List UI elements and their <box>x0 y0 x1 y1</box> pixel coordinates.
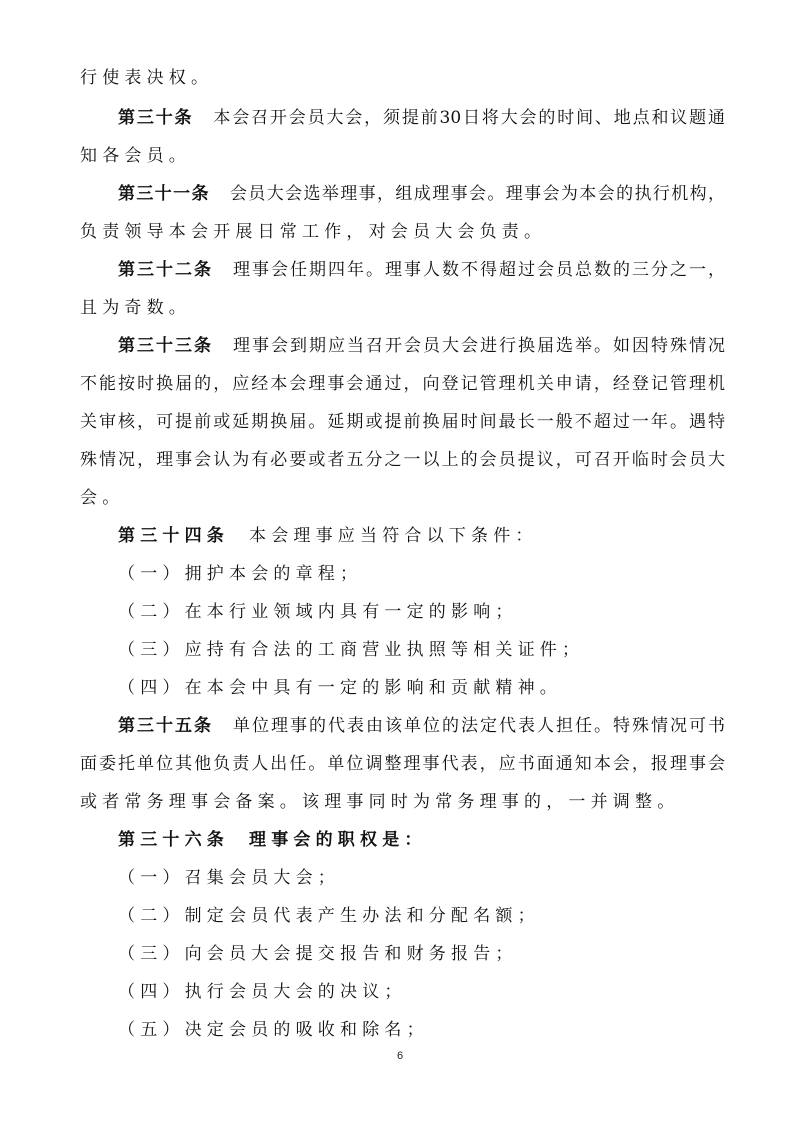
article-text: 本会召开会员大会，须提前30日将大会的时间、地点和议题通 <box>213 108 725 128</box>
article-text-line: 关审核，可提前或延期换届。延期或提前换届时间最长一般不超过一年。遇特 <box>80 412 725 432</box>
list-item: （四）在本会中具有一定的影响和贡献精神。 <box>118 678 562 698</box>
article-31 <box>118 182 725 206</box>
article-text-line: 殊情况，理事会认为有必要或者五分之一以上的会员提议，可召开临时会员大 <box>80 450 725 470</box>
article-text-line: 不能按时换届的，应经本会理事会通过，向登记管理机关申请，经登记管理机 <box>80 374 725 394</box>
article-text-line: 知各会员。 <box>80 146 191 166</box>
article-34 <box>118 524 538 548</box>
article-32 <box>118 258 725 282</box>
article-text: 理事会的职权是： <box>249 830 427 850</box>
article-text: 理事会任期四年。理事人数不得超过会员总数的三分之一， <box>233 260 725 280</box>
article-label: 第三十五条 <box>118 716 213 736</box>
article-label: 第三十四条 <box>118 526 229 546</box>
continuation-text: 行使表决权。 <box>80 68 214 88</box>
list-item: （一）召集会员大会； <box>118 868 340 888</box>
article-text: 单位理事的代表由该单位的法定代表人担任。特殊情况可书 <box>233 716 725 736</box>
article-33 <box>118 334 725 358</box>
article-text-line: 负责领导本会开展日常工作，对会员大会负责。 <box>80 222 547 242</box>
article-35 <box>118 714 725 738</box>
list-item: （二）制定会员代表产生办法和分配名额； <box>118 906 540 926</box>
article-text: 本会理事应当符合以下条件： <box>249 526 538 546</box>
article-label: 第三十一条 <box>118 184 210 204</box>
article-label: 第三十三条 <box>118 336 213 356</box>
article-text-line: 且为奇数。 <box>80 298 191 318</box>
list-item: （五）决定会员的吸收和除名； <box>118 1020 429 1040</box>
article-label: 第三十六条 <box>118 830 229 850</box>
list-item: （二）在本行业领域内具有一定的影响； <box>118 602 518 622</box>
article-30 <box>118 106 725 130</box>
list-item: （四）执行会员大会的决议； <box>118 982 407 1002</box>
list-item: （三）应持有合法的工商营业执照等相关证件； <box>118 640 585 660</box>
article-label: 第三十条 <box>118 108 194 128</box>
page-number: 6 <box>396 1050 404 1062</box>
article-label: 第三十二条 <box>118 260 213 280</box>
article-text: 理事会到期应当召开会员大会进行换届选举。如因特殊情况 <box>233 336 725 356</box>
article-36 <box>118 828 427 852</box>
article-text-line: 或者常务理事会备案。该理事同时为常务理事的，一并调整。 <box>80 792 680 812</box>
article-text-line: 面委托单位其他负责人出任。单位调整理事代表，应书面通知本会，报理事会 <box>80 754 725 774</box>
article-text: 会员大会选举理事，组成理事会。理事会为本会的执行机构， <box>229 184 726 204</box>
article-text-line: 会。 <box>80 488 125 508</box>
list-item: （一）拥护本会的章程； <box>118 564 363 584</box>
list-item: （三）向会员大会提交报告和财务报告； <box>118 944 518 964</box>
